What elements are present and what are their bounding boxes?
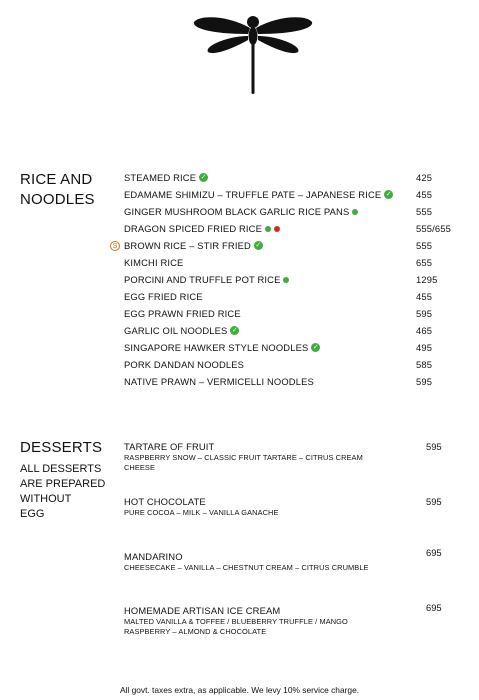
menu-item-price: 555/655 <box>416 223 451 234</box>
dessert-price: 595 <box>426 496 442 507</box>
menu-item-name <box>124 189 416 200</box>
nonveg-dot-icon <box>274 226 280 232</box>
menu-item-row <box>124 339 464 356</box>
menu-item-price: 425 <box>416 172 433 183</box>
dessert-item <box>124 441 464 473</box>
menu-item-label: GINGER MUSHROOM BLACK GARLIC RICE PANS <box>124 206 350 217</box>
menu-item-label: EGG FRIED RICE <box>124 291 203 302</box>
menu-item-price: 655 <box>416 257 433 268</box>
dessert-item <box>124 547 464 573</box>
menu-item-row <box>124 271 464 288</box>
menu-item-row <box>124 186 464 203</box>
menu-item-row <box>124 356 464 373</box>
vegan-icon: ✓ <box>255 242 262 249</box>
menu-item-price: 595 <box>416 308 433 319</box>
menu-item-price: 555 <box>416 206 433 217</box>
menu-item-name <box>124 172 416 183</box>
menu-item-row <box>124 322 464 339</box>
dessert-item <box>124 602 464 637</box>
menu-item-name <box>124 240 416 251</box>
menu-item-name <box>124 342 416 353</box>
menu-item-label: STEAMED RICE <box>124 172 197 183</box>
rice-noodles-list <box>124 169 464 390</box>
menu-item-name <box>124 223 416 234</box>
menu-item-price: 455 <box>416 291 433 302</box>
dessert-name: TARTARE OF FRUIT <box>124 441 215 452</box>
dessert-description: CHEESECAKE – VANILLA – CHESTNUT CREAM – CITRUS CRUMBLE <box>124 563 369 572</box>
dessert-price: 595 <box>426 441 442 452</box>
dessert-price: 695 <box>426 602 442 613</box>
menu-item-row <box>124 288 464 305</box>
veg-dot-icon <box>265 226 271 232</box>
menu-item-price: 465 <box>416 325 433 336</box>
menu-item-row <box>124 305 464 322</box>
veg-dot-icon <box>283 277 289 283</box>
dessert-name: MANDARINO <box>124 551 183 562</box>
menu-item-row <box>124 220 464 237</box>
dessert-description: MALTED VANILLA & TOFFEE / BLUEBERRY TRUFFLE / MANGO RASPBERRY – ALMOND & CHOCOLATE <box>124 617 348 636</box>
menu-item-name <box>124 257 416 268</box>
menu-item-price: 555 <box>416 240 433 251</box>
dragonfly-icon <box>190 12 316 98</box>
menu-item-name <box>124 274 416 285</box>
menu-item-row <box>124 254 464 271</box>
menu-item-price: 495 <box>416 342 433 353</box>
menu-item-price: 455 <box>416 189 433 200</box>
menu-item-label: KIMCHI RICE <box>124 257 184 268</box>
vegan-icon: ✓ <box>231 327 238 334</box>
menu-item-row <box>124 203 464 220</box>
section-title-desserts: DESSERTS <box>20 439 103 456</box>
menu-item-name <box>124 359 416 370</box>
menu-item-price: 1295 <box>416 274 438 285</box>
menu-item-name <box>124 308 416 319</box>
menu-item-label: NATIVE PRAWN – VERMICELLI NOODLES <box>124 376 314 387</box>
dessert-price: 695 <box>426 547 442 558</box>
menu-item-label: PORCINI AND TRUFFLE POT RICE <box>124 274 281 285</box>
menu-item-name <box>124 206 416 217</box>
dessert-description: PURE COCOA – MILK – VANILLA GANACHE <box>124 508 279 517</box>
dessert-description: RASPBERRY SNOW – CLASSIC FRUIT TARTARE – CITRUS CREAM CHEESE <box>124 453 363 472</box>
dessert-item <box>124 496 464 518</box>
menu-item-name <box>124 376 416 387</box>
menu-item-label: GARLIC OIL NOODLES <box>124 325 228 336</box>
menu-item-name <box>124 325 416 336</box>
chef-special-icon: S <box>110 241 120 251</box>
menu-item-label: PORK DANDAN NOODLES <box>124 359 245 370</box>
menu-item-label: DRAGON SPICED FRIED RICE <box>124 223 262 234</box>
desserts-note: ALL DESSERTS ARE PREPARED WITHOUT EGG <box>20 463 106 520</box>
vegan-icon: ✓ <box>200 174 207 181</box>
menu-item-label: BROWN RICE – STIR FRIED <box>124 240 251 251</box>
footer-note: All govt. taxes extra, as applicable. We levy 10% service charge. <box>119 685 360 695</box>
menu-item-label: EDAMAME SHIMIZU – TRUFFLE PATE – JAPANESE RICE <box>124 189 382 200</box>
menu-item-name <box>124 291 416 302</box>
menu-item-label: EGG PRAWN FRIED RICE <box>124 308 241 319</box>
veg-dot-icon <box>352 209 358 215</box>
vegan-icon: ✓ <box>312 344 319 351</box>
menu-item-row <box>124 237 464 254</box>
menu-item-row <box>124 169 464 186</box>
menu-item-price: 585 <box>416 359 433 370</box>
section-title-rice: RICE AND NOODLES <box>20 171 95 208</box>
menu-item-label: SINGAPORE HAWKER STYLE NOODLES <box>124 342 309 353</box>
menu-item-price: 595 <box>416 376 433 387</box>
menu-item-row <box>124 373 464 390</box>
dessert-name: HOT CHOCOLATE <box>124 496 206 507</box>
vegan-icon: ✓ <box>385 191 392 198</box>
dessert-name: HOMEMADE ARTISAN ICE CREAM <box>124 605 281 616</box>
